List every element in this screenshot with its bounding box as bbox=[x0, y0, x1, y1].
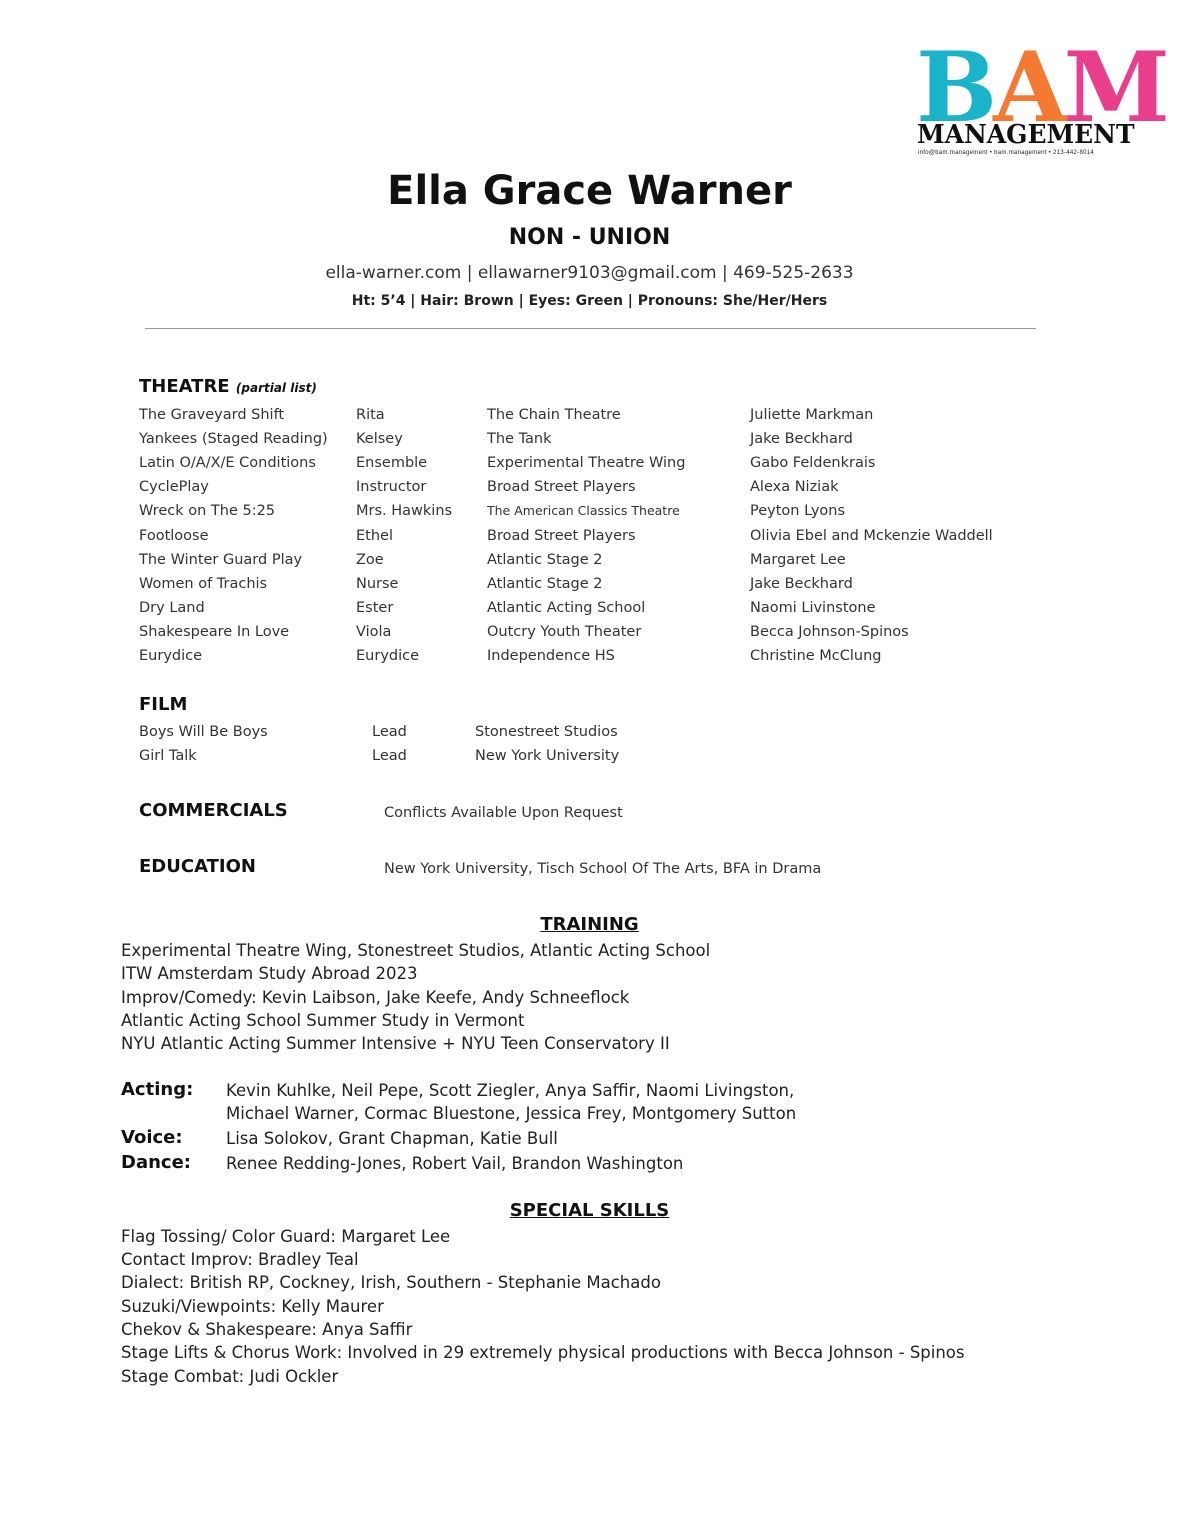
credit-role: Lead bbox=[372, 724, 407, 740]
logo-contact-text: info@bam.management • bam.management • 213-442-8014 bbox=[918, 150, 1095, 156]
credit-director: Christine McClung bbox=[750, 648, 882, 664]
credit-director: Alexa Niziak bbox=[750, 479, 839, 496]
training-line: Improv/Comedy: Kevin Laibson, Jake Keefe, Andy Schneeflock bbox=[121, 988, 630, 1007]
credit-title: CyclePlay bbox=[139, 479, 209, 496]
physical-stats: Ht: 5’4 | Hair: Brown | Eyes: Green | Pronouns: She/Her/Hers bbox=[351, 293, 828, 309]
film-credit-row bbox=[0, 744, 1179, 768]
credit-venue: Atlantic Stage 2 bbox=[487, 551, 603, 568]
acting-label: Acting: bbox=[121, 1079, 194, 1100]
theatre-credit-row bbox=[0, 451, 1179, 475]
credit-title: The Winter Guard Play bbox=[139, 551, 303, 568]
commercials-value: Conflicts Available Upon Request bbox=[384, 805, 623, 821]
credit-studio: New York University bbox=[475, 748, 620, 764]
dance-label: Dance: bbox=[121, 1152, 191, 1173]
credit-role: Kelsey bbox=[356, 431, 403, 448]
acting-teachers-line1: Kevin Kuhlke, Neil Pepe, Scott Ziegler, Anya Saffir, Naomi Livingston, bbox=[226, 1081, 795, 1100]
education-heading: EDUCATION bbox=[139, 856, 256, 877]
skill-line: Dialect: British RP, Cockney, Irish, Southern - Stephanie Machado bbox=[121, 1273, 661, 1292]
credit-role: Nurse bbox=[356, 575, 399, 592]
credit-role: Viola bbox=[356, 623, 392, 640]
skill-line: Flag Tossing/ Color Guard: Margaret Lee bbox=[121, 1227, 451, 1246]
dance-teachers: Renee Redding-Jones, Robert Vail, Brandon Washington bbox=[226, 1154, 684, 1173]
credit-title: Yankees (Staged Reading) bbox=[139, 431, 328, 448]
credit-title: Latin O/A/X/E Conditions bbox=[139, 455, 316, 472]
logo-management-text: MANAGEMENT bbox=[917, 120, 1135, 150]
theatre-credit-row bbox=[0, 620, 1179, 644]
theatre-subtitle: (partial list) bbox=[235, 381, 317, 395]
credit-venue: Broad Street Players bbox=[487, 479, 636, 496]
theatre-credit-row bbox=[0, 475, 1179, 499]
credit-director: Becca Johnson-Spinos bbox=[750, 623, 909, 640]
credit-title: Footloose bbox=[139, 527, 209, 544]
theatre-credit-row bbox=[0, 499, 1179, 523]
logo-bam-letters: BAM bbox=[916, 31, 1166, 144]
training-line: Atlantic Acting School Summer Study in Vermont bbox=[121, 1011, 525, 1030]
credit-venue: Atlantic Stage 2 bbox=[487, 575, 603, 592]
credit-venue: The Chain Theatre bbox=[487, 407, 621, 423]
union-status: NON - UNION bbox=[508, 225, 671, 250]
credit-venue: The American Classics Theatre bbox=[487, 503, 680, 519]
skill-line: Stage Lifts & Chorus Work: Involved in 29 extremely physical productions with Becca Johnson - Spinos bbox=[121, 1343, 965, 1362]
credit-title: Dry Land bbox=[139, 599, 205, 616]
film-credit-row bbox=[0, 720, 1179, 744]
acting-teachers-line2: Michael Warner, Cormac Bluestone, Jessica Frey, Montgomery Sutton bbox=[226, 1104, 797, 1123]
bam-management-logo bbox=[916, 31, 1166, 162]
credit-director: Juliette Markman bbox=[750, 407, 874, 423]
credit-director: Jake Beckhard bbox=[750, 575, 853, 592]
header-divider bbox=[145, 328, 1036, 329]
training-heading: TRAINING bbox=[540, 914, 639, 935]
skill-line: Contact Improv: Bradley Teal bbox=[121, 1250, 359, 1269]
actor-name: Ella Grace Warner bbox=[387, 168, 792, 214]
skill-line: Suzuki/Viewpoints: Kelly Maurer bbox=[121, 1297, 384, 1316]
voice-label: Voice: bbox=[121, 1127, 183, 1148]
theatre-heading: THEATRE (partial list) bbox=[139, 376, 317, 397]
skill-line: Chekov & Shakespeare: Anya Saffir bbox=[121, 1320, 413, 1339]
credit-title: Boys Will Be Boys bbox=[139, 724, 268, 740]
credit-director: Peyton Lyons bbox=[750, 503, 846, 520]
credit-role: Zoe bbox=[356, 551, 384, 568]
skill-line: Stage Combat: Judi Ockler bbox=[121, 1367, 339, 1386]
credit-role: Ensemble bbox=[356, 455, 428, 472]
credit-director: Naomi Livinstone bbox=[750, 599, 876, 616]
credit-title: Girl Talk bbox=[139, 748, 197, 764]
credit-venue: Independence HS bbox=[487, 648, 615, 664]
credit-role: Ester bbox=[356, 599, 394, 616]
theatre-credit-row bbox=[0, 403, 1179, 427]
theatre-credit-row bbox=[0, 524, 1179, 548]
credit-venue: Experimental Theatre Wing bbox=[487, 455, 686, 472]
credit-role: Mrs. Hawkins bbox=[356, 503, 453, 520]
credit-venue: Broad Street Players bbox=[487, 527, 636, 544]
credit-venue: The Tank bbox=[487, 431, 552, 448]
credit-venue: Atlantic Acting School bbox=[487, 599, 646, 616]
credit-title: Wreck on The 5:25 bbox=[139, 503, 276, 520]
theatre-credit-row bbox=[0, 427, 1179, 451]
credit-director: Margaret Lee bbox=[750, 551, 846, 568]
credit-title: Shakespeare In Love bbox=[139, 623, 290, 640]
special-skills-heading: SPECIAL SKILLS bbox=[509, 1200, 670, 1221]
credit-title: Women of Trachis bbox=[139, 575, 268, 592]
credit-title: Eurydice bbox=[139, 648, 203, 664]
credit-studio: Stonestreet Studios bbox=[475, 724, 618, 740]
theatre-credit-row bbox=[0, 548, 1179, 572]
commercials-heading: COMMERCIALS bbox=[139, 800, 288, 821]
contact-line: ella-warner.com | ellawarner9103@gmail.com | 469-525-2633 bbox=[325, 263, 854, 283]
credit-title: The Graveyard Shift bbox=[139, 407, 285, 423]
credit-role: Ethel bbox=[356, 527, 393, 544]
credit-role: Instructor bbox=[356, 479, 427, 496]
education-value: New York University, Tisch School Of The Arts, BFA in Drama bbox=[384, 861, 822, 877]
credit-role: Rita bbox=[356, 407, 385, 423]
training-line: ITW Amsterdam Study Abroad 2023 bbox=[121, 964, 418, 983]
credit-role: Lead bbox=[372, 748, 407, 764]
credit-director: Jake Beckhard bbox=[750, 431, 853, 448]
theatre-credit-row bbox=[0, 596, 1179, 620]
credit-director: Gabo Feldenkrais bbox=[750, 455, 876, 472]
credit-venue: Outcry Youth Theater bbox=[487, 623, 642, 640]
credit-role: Eurydice bbox=[356, 648, 420, 664]
film-heading: FILM bbox=[139, 694, 188, 715]
credit-director: Olivia Ebel and Mckenzie Waddell bbox=[750, 527, 993, 544]
theatre-credit-row bbox=[0, 644, 1179, 668]
voice-teachers: Lisa Solokov, Grant Chapman, Katie Bull bbox=[226, 1129, 558, 1148]
training-line: Experimental Theatre Wing, Stonestreet Studios, Atlantic Acting School bbox=[121, 941, 711, 960]
training-line: NYU Atlantic Acting Summer Intensive + NYU Teen Conservatory II bbox=[121, 1034, 670, 1053]
theatre-credit-row bbox=[0, 572, 1179, 596]
